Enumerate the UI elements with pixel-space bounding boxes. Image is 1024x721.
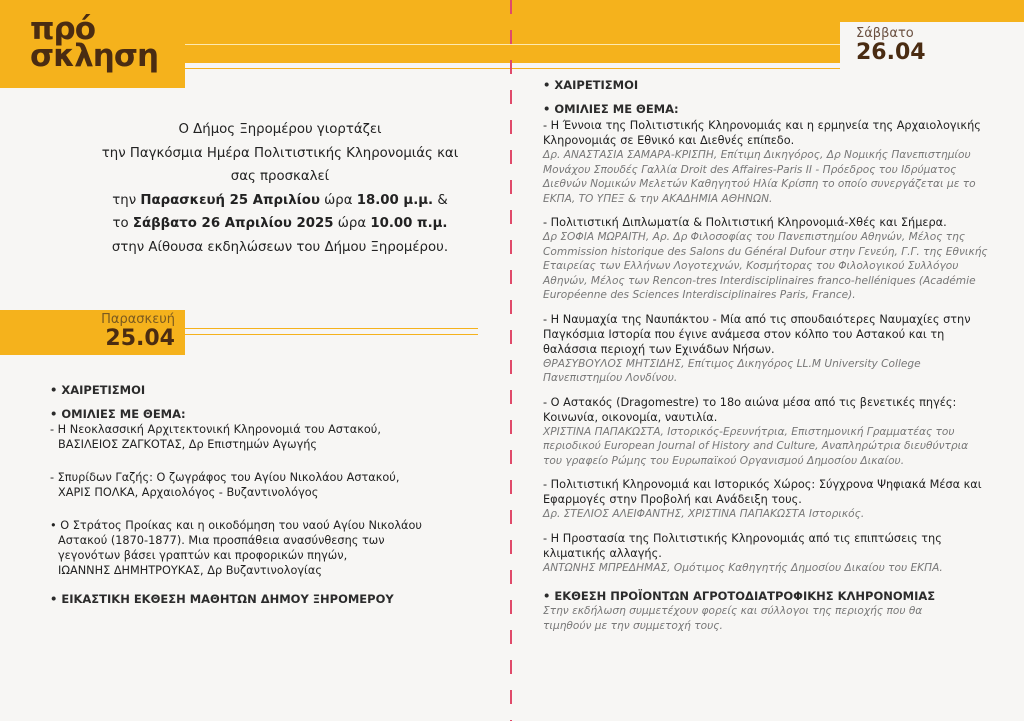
intro-line: Ο Δήμος Ξηρομέρου γιορτάζει [178,122,382,137]
saturday-greetings: • ΧΑΙΡΕΤΙΣΜΟΙ [543,78,639,92]
friday-line [185,334,478,335]
logo-line-1: πρό [30,11,96,47]
friday-talk: • Ο Στράτος Προίκας και η οικοδόμηση του ναού Αγίου Νικολάου Αστακού (1870-1877). Μια προσπάθεια ανασύνθεσης των γεγονότων βάσει γραπτών και προφορικών πηγών, ΙΩΑΝΝΗΣ ΔΗΜΗΤΡΟΥΚΑΣ, Δρ Βυζαντινολογίας [50,519,422,577]
friday-talk: - Η Νεοκλασσική Αρχιτεκτονική Κληρονομιά του Αστακού, ΒΑΣΙΛΕΙΟΣ ΖΑΓΚΟΤΑΣ, Δρ Επιστημών Αγωγής [50,423,381,451]
friday-talk: - Σπυρίδων Γαζής: Ο ζωγράφος του Αγίου Νικολάου Αστακού, ΧΑΡΙΣ ΠΟΛΚΑ, Αρχαιολόγος - Βυζαντινολόγος [50,471,400,499]
logo-title [30,11,159,74]
page-divider [510,0,512,721]
saturday-day: Σάββατο [856,26,914,41]
intro-line: το Σάββατο 26 Απριλίου 2025 ώρα 10.00 π.μ. [112,216,448,231]
logo-line-2: σκληση [30,38,159,74]
intro-line: την Παγκόσμια Ημέρα Πολιτιστικής Κληρονομιάς και [101,145,459,161]
friday-line [185,328,478,329]
saturday-date: 26.04 [856,40,926,65]
friday-talks-heading: • ΟΜΙΛΙΕΣ ΜΕ ΘΕΜΑ: [50,407,186,421]
saturday-exhibition: • ΕΚΘΕΣΗ ΠΡΟΪΟΝΤΩΝ ΑΓΡΟΤΟΔΙΑΤΡΟΦΙΚΗΣ ΚΛΗΡΟΝΟΜΙΑΣ [543,589,936,603]
saturday-talk: - Ο Αστακός (Dragomestre) το 18ο αιώνα μέσα από τις βενετικές πηγές: Κοινωνία, οικονομία, ναυτιλία. ΧΡΙΣΤΙΝΑ ΠΑΠΑΚΩΣΤΑ, Ιστορικός-Ερευνήτρια, Επιστημονική Γραμματέας του περιοδικού European Journal of History and Culture, Αναπληρώτρια διευθύντρια του γραφείο Ρώμης του Ευρωπαϊκού Οργανισμού Δημοσίου Δικαίου. [543,395,969,467]
saturday-program [543,78,988,633]
header-underline [185,68,840,69]
saturday-label [840,22,1024,70]
header-line [185,44,840,45]
saturday-talk: - Πολιτιστική Κληρονομιά και Ιστορικός Χώρος: Σύγχρονα Ψηφιακά Μέσα και Εφαρμογές στην Προβολή και Ανάδειξη τους. Δρ. ΣΤΕΛΙΟΣ ΑΛΕΙΦΑΝΤΗΣ, ΧΡΙΣΤΙΝΑ ΠΑΠΑΚΩΣΤΑ Ιστορικός. [543,478,982,520]
saturday-exhibition-note: Στην εκδήλωση συμμετέχουν φορείς και σύλλογοι της περιοχής που θα τιμηθούν με την συμμετοχή τους. [543,605,923,632]
intro-line: την Παρασκευή 25 Απριλίου ώρα 18.00 μ.μ. & [112,192,448,208]
invitation-text [60,118,500,259]
saturday-talk: - Η Έννοια της Πολιτιστικής Κληρονομιάς και η ερμηνεία της Αρχαιολογικής Κληρονομιάς σε Εθνικό και Διεθνές επίπεδο. Δρ. ΑΝΑΣΤΑΣΙΑ ΣΑΜΑΡΑ-ΚΡΙΣΠΗ, Επίτιμη Δικηγόρος, Δρ Νομικής Πανεπιστημίου Μονάχου Σπουδές Γαλλία Droit des Affaires-Paris II - Πρόεδρος του Ιδρύματος Διεθνών Νομικών Μελετών Καθηγητού Ηλία Κρίσπη το οποίο συνεργάζεται με το ΕΚΠΑ, ΤΟ ΥΠΕΞ & την ΑΚΑΔΗΜΙΑ ΑΘΗΝΩΝ. [543,119,981,205]
friday-exhibition: • ΕΙΚΑΣΤΙΚΗ ΕΚΘΕΣΗ ΜΑΘΗΤΩΝ ΔΗΜΟΥ ΞΗΡΟΜΕΡΟΥ [50,592,394,606]
intro-line: στην Αίθουσα εκδηλώσεων του Δήμου Ξηρομέρου. [111,239,449,255]
friday-greetings: • ΧΑΙΡΕΤΙΣΜΟΙ [50,383,146,397]
intro-line: σας προσκαλεί [230,169,330,184]
saturday-talks-heading: • ΟΜΙΛΙΕΣ ΜΕ ΘΕΜΑ: [543,102,679,116]
friday-date: 25.04 [105,326,175,351]
saturday-talk: - Η Ναυμαχία της Ναυπάκτου - Μία από τις σπουδαιότερες Ναυμαχίες στην Παγκόσμια Ιστορία που έγινε ανάμεσα στον κόλπο του Αστακού και τη θαλάσσια περιοχή των Εχινάδων Νήσων. ΘΡΑΣΥΒΟΥΛΟΣ ΜΗΤΣΙΔΗΣ, Επίτιμος Δικηγόρος LL.M University College Πανεπιστημίου Λονδίνου. [543,312,971,384]
friday-label [0,310,185,355]
saturday-talk: - Η Προστασία της Πολιτιστικής Κληρονομιάς από τις επιπτώσεις της κλιματικής αλλαγής. ΑΝΤΩΝΗΣ ΜΠΡΕΔΗΜΑΣ, Ομότιμος Καθηγητής Δημοσίου Δικαίου του ΕΚΠΑ. [543,531,943,574]
friday-program [50,383,490,607]
saturday-talk: - Πολιτιστική Διπλωματία & Πολιτιστική Κληρονομιά-Χθές και Σήμερα. Δρ ΣΟΦΙΑ ΜΩΡΑΙΤΗ, Αρ. Δρ Φιλοσοφίας του Πανεπιστημίου Αθηνών, Μέλος της Commission historique des Salons du Général Dufour στην Γενεύη, Γ.Γ. της Εθνικής Εταιρείας των Ελλήνων Λογοτεχνών, Κοσμήτορας του Φιλολογικού Συλλόγου Αθηνών, Μέλος των Rencon-tres Interdisciplinaires franco-helléniques (Académie Européenne des Sciences Interdisciplinaires Paris, France). [543,216,988,301]
friday-day: Παρασκευή [101,312,175,327]
